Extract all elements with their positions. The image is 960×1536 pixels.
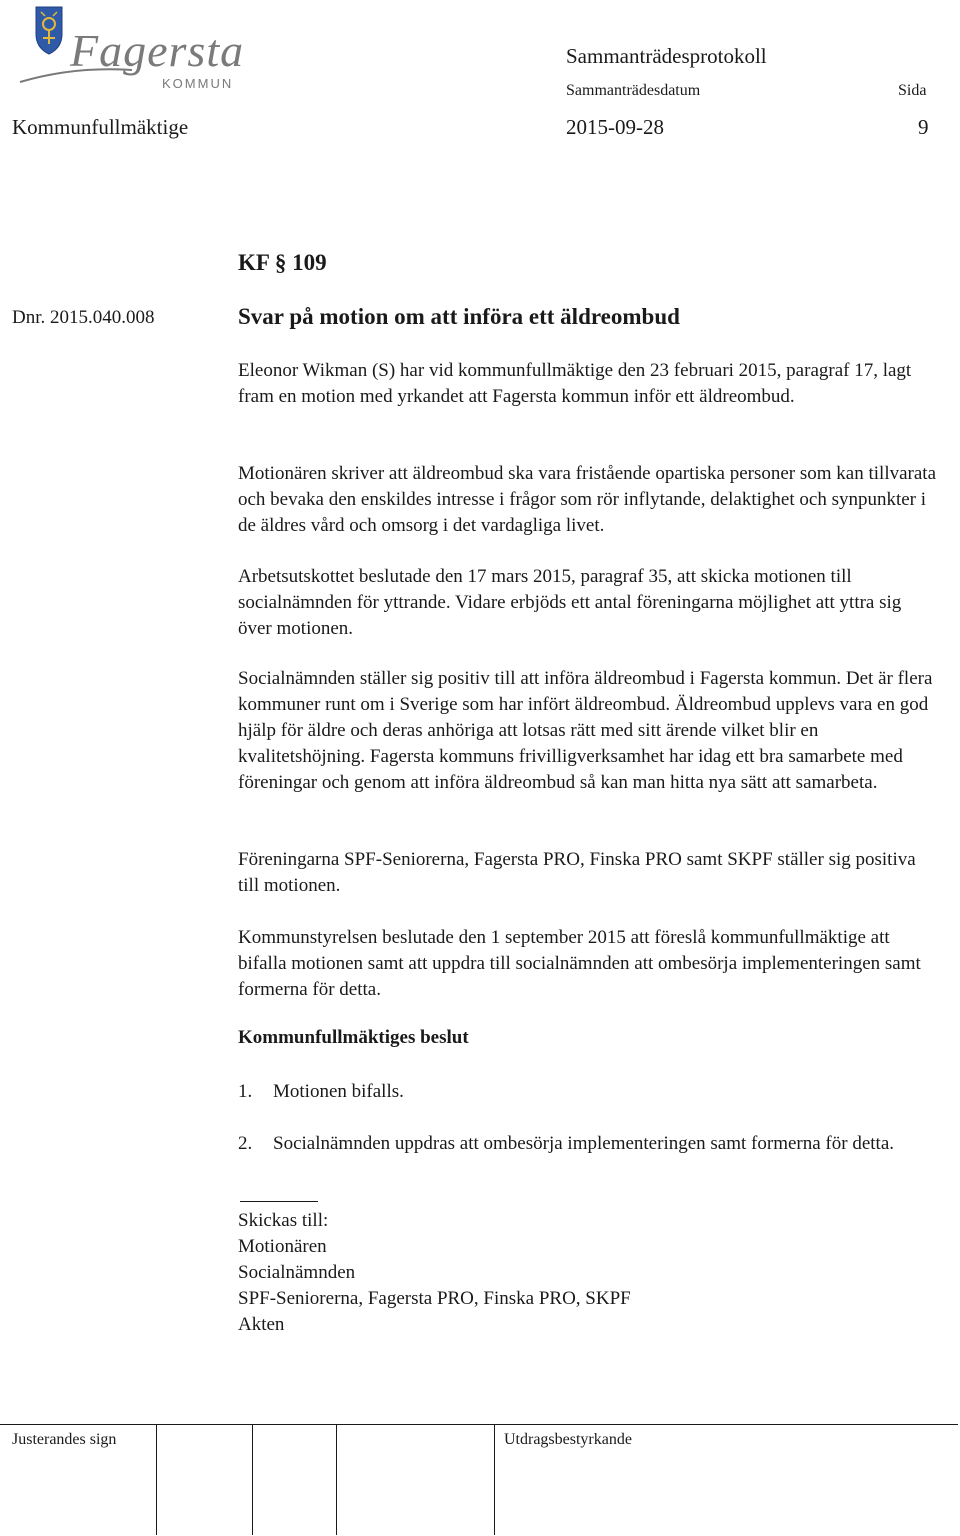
paragraph: Arbetsutskottet beslutade den 17 mars 2015, paragraf 35, att skicka motionen till socialnämnden för yttrande. Vidare erbjöds ett antal föreningarna möjlighet att yttra sig över motionen. <box>238 566 902 639</box>
justification-sign-label: Justerandes sign <box>12 1431 117 1448</box>
footer-signature-table <box>0 1424 958 1535</box>
paragraph: Föreningarna SPF-Seniorerna, Fagersta PRO, Finska PRO samt SKPF ställer sig positiva till motionen. <box>238 849 916 896</box>
separator-line <box>240 1201 318 1202</box>
meeting-date: 2015-09-28 <box>566 115 664 139</box>
page-number: 9 <box>918 115 929 139</box>
recipient-item: Socialnämnden <box>238 1262 356 1283</box>
recipient-item: Motionären <box>238 1236 327 1257</box>
municipality-logo <box>14 4 245 96</box>
decision-item-number: 2. <box>238 1133 253 1154</box>
page-label: Sida <box>898 82 927 99</box>
protocol-title: Sammanträdesprotokoll <box>566 44 767 68</box>
logo-subtext: KOMMUN <box>162 76 234 91</box>
paragraph: Motionären skriver att äldreombud ska vara fristående opartiska personer som kan tillvarata och bevaka den enskildes intresse i frågor som rör inflytande, delaktighet och synpunkter i de äldres vård och omsorg i det vardagliga livet. <box>238 463 937 536</box>
extract-certification-label: Utdragsbestyrkande <box>504 1431 632 1448</box>
decision-item-text: Socialnämnden uppdras att ombesörja implementeringen samt formerna för detta. <box>273 1133 894 1154</box>
signature-cell <box>336 1425 337 1535</box>
decision-item-number: 1. <box>238 1081 253 1102</box>
paragraph: Kommunstyrelsen beslutade den 1 september 2015 att föreslå kommunfullmäktige att bifalla motionen samt att uppdra till socialnämnden att ombesörja implementeringen samt formerna för detta. <box>238 927 921 1000</box>
signature-cell <box>252 1425 253 1535</box>
case-number: Dnr. 2015.040.008 <box>12 307 155 328</box>
recipient-item: Akten <box>238 1314 285 1335</box>
decision-item-text: Motionen bifalls. <box>273 1081 404 1102</box>
decision-heading: Kommunfullmäktiges beslut <box>238 1027 469 1048</box>
meeting-date-label: Sammanträdesdatum <box>566 82 701 99</box>
paragraph: Eleonor Wikman (S) har vid kommunfullmäktige den 23 februari 2015, paragraf 17, lagt fram en motion med yrkandet att Fagersta kommun inför ett äldreombud. <box>238 360 912 407</box>
extract-cell <box>494 1425 495 1535</box>
recipient-item: SPF-Seniorerna, Fagersta PRO, Finska PRO, SKPF <box>238 1288 631 1309</box>
section-number: KF § 109 <box>238 250 327 275</box>
recipient-list <box>238 1208 631 1338</box>
logo-wordmark: Fagersta <box>70 25 245 76</box>
case-title: Svar på motion om att införa ett äldreombud <box>238 304 680 329</box>
paragraph: Socialnämnden ställer sig positiv till att införa äldreombud i Fagersta kommun. Det är flera kommuner runt om i Sverige som har infört äldreombud. Äldreombud upplevs vara en god hjälp för äldre och deras anhöriga att lotsas rätt med sitt ärende vilket blir en kvalitetshöjning. Fagersta kommuns frivilligverksamhet har idag ett bra samarbete med föreningar och genom att införa äldreombud så kan man hitta nya sätt att samarbeta. <box>238 668 933 793</box>
recipient-label: Skickas till: <box>238 1210 329 1231</box>
signature-cell <box>156 1425 157 1535</box>
committee-name: Kommunfullmäktige <box>12 115 189 139</box>
